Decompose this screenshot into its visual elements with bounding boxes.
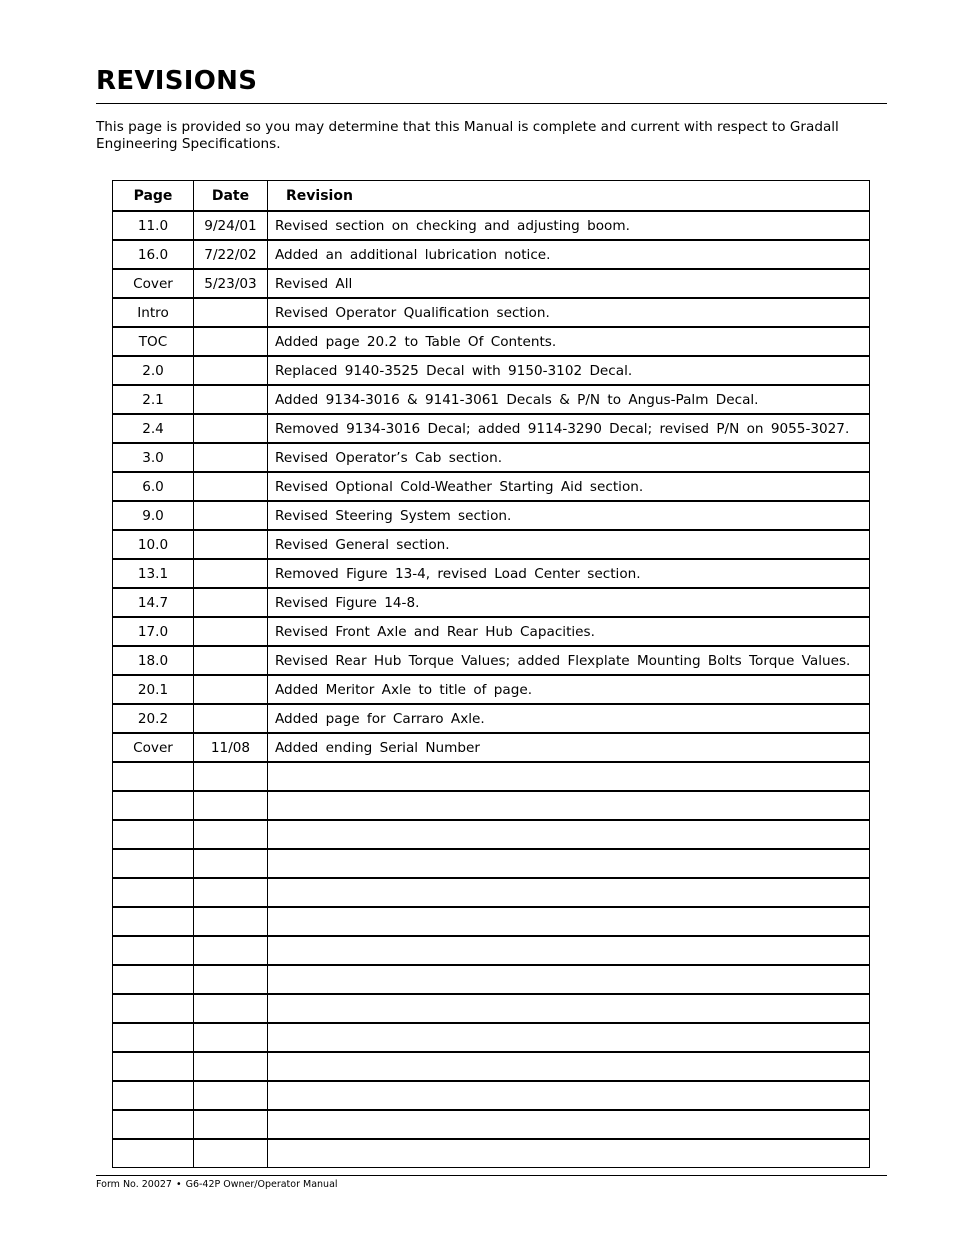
- cell-page: [113, 994, 194, 1023]
- cell-date: [194, 1081, 268, 1110]
- cell-revision: Replaced 9140-3525 Decal with 9150-3102 Decal.: [268, 356, 870, 385]
- table-row: [113, 675, 870, 704]
- cell-page: 17.0: [113, 617, 194, 646]
- cell-revision: Added page 20.2 to Table Of Contents.: [268, 327, 870, 356]
- cell-page: [113, 1110, 194, 1139]
- cell-page: [113, 1023, 194, 1052]
- cell-page: 13.1: [113, 559, 194, 588]
- footer-manual-name: G6-42P Owner/Operator Manual: [185, 1179, 338, 1190]
- footer-separator: •: [175, 1179, 182, 1190]
- cell-date: [194, 849, 268, 878]
- table-row: [113, 1110, 870, 1139]
- cell-revision: [268, 994, 870, 1023]
- cell-date: [194, 327, 268, 356]
- cell-date: [194, 530, 268, 559]
- table-row: [113, 936, 870, 965]
- cell-revision: [268, 1110, 870, 1139]
- cell-page: 6.0: [113, 472, 194, 501]
- cell-date: [194, 298, 268, 327]
- table-header-row: [113, 181, 870, 212]
- revisions-table-body: [113, 211, 870, 1168]
- cell-date: [194, 936, 268, 965]
- cell-page: 16.0: [113, 240, 194, 269]
- cell-date: 9/24/01: [194, 211, 268, 240]
- cell-page: Cover: [113, 733, 194, 762]
- cell-revision: Revised Operator Qualification section.: [268, 298, 870, 327]
- table-row: [113, 878, 870, 907]
- cell-revision: Revised All: [268, 269, 870, 298]
- intro-paragraph: This page is provided so you may determine that this Manual is complete and current with respect to Gradall Engineering Specifications.: [96, 119, 839, 152]
- column-header-page: Page: [113, 181, 194, 212]
- cell-page: [113, 1139, 194, 1168]
- cell-revision: [268, 878, 870, 907]
- cell-revision: [268, 791, 870, 820]
- revisions-table: [112, 180, 870, 1168]
- cell-date: [194, 704, 268, 733]
- cell-revision: Revised section on checking and adjusting boom.: [268, 211, 870, 240]
- cell-date: [194, 1110, 268, 1139]
- cell-revision: [268, 762, 870, 791]
- table-row: [113, 559, 870, 588]
- cell-page: Cover: [113, 269, 194, 298]
- cell-revision: Added 9134-3016 & 9141-3061 Decals & P/N to Angus-Palm Decal.: [268, 385, 870, 414]
- cell-date: [194, 472, 268, 501]
- cell-date: [194, 1023, 268, 1052]
- cell-page: 3.0: [113, 443, 194, 472]
- cell-page: [113, 907, 194, 936]
- cell-date: [194, 1052, 268, 1081]
- cell-date: [194, 1139, 268, 1168]
- table-row: [113, 791, 870, 820]
- cell-page: 11.0: [113, 211, 194, 240]
- cell-revision: [268, 965, 870, 994]
- footer-divider: [96, 1175, 887, 1176]
- cell-date: [194, 414, 268, 443]
- title-divider: [96, 103, 887, 104]
- table-row: [113, 269, 870, 298]
- cell-revision: Revised General section.: [268, 530, 870, 559]
- cell-revision: [268, 1139, 870, 1168]
- cell-revision: Added Meritor Axle to title of page.: [268, 675, 870, 704]
- table-row: [113, 617, 870, 646]
- cell-date: 7/22/02: [194, 240, 268, 269]
- table-row: [113, 530, 870, 559]
- table-row: [113, 385, 870, 414]
- table-row: [113, 211, 870, 240]
- table-row: [113, 588, 870, 617]
- cell-revision: [268, 936, 870, 965]
- cell-revision: [268, 1052, 870, 1081]
- cell-page: [113, 878, 194, 907]
- cell-page: [113, 762, 194, 791]
- table-row: [113, 1139, 870, 1168]
- cell-date: [194, 385, 268, 414]
- cell-date: [194, 675, 268, 704]
- cell-page: 14.7: [113, 588, 194, 617]
- table-row: [113, 327, 870, 356]
- cell-date: [194, 617, 268, 646]
- cell-revision: Removed Figure 13-4, revised Load Center section.: [268, 559, 870, 588]
- column-header-revision: Revision: [268, 181, 870, 212]
- cell-revision: Added ending Serial Number: [268, 733, 870, 762]
- cell-date: [194, 762, 268, 791]
- cell-date: [194, 646, 268, 675]
- table-row: [113, 907, 870, 936]
- cell-revision: Added page for Carraro Axle.: [268, 704, 870, 733]
- cell-page: 20.2: [113, 704, 194, 733]
- cell-page: [113, 1081, 194, 1110]
- cell-date: 5/23/03: [194, 269, 268, 298]
- cell-page: 9.0: [113, 501, 194, 530]
- cell-page: [113, 849, 194, 878]
- cell-date: [194, 791, 268, 820]
- cell-revision: Revised Steering System section.: [268, 501, 870, 530]
- table-row: [113, 820, 870, 849]
- table-row: [113, 849, 870, 878]
- cell-page: TOC: [113, 327, 194, 356]
- cell-page: 10.0: [113, 530, 194, 559]
- cell-revision: Revised Optional Cold-Weather Starting Aid section.: [268, 472, 870, 501]
- cell-page: [113, 965, 194, 994]
- cell-date: [194, 443, 268, 472]
- cell-page: Intro: [113, 298, 194, 327]
- cell-revision: [268, 1081, 870, 1110]
- cell-page: [113, 791, 194, 820]
- cell-date: [194, 820, 268, 849]
- table-row: [113, 646, 870, 675]
- column-header-date: Date: [194, 181, 268, 212]
- cell-page: 20.1: [113, 675, 194, 704]
- footer-form-number: Form No. 20027: [96, 1179, 172, 1190]
- table-row: [113, 472, 870, 501]
- table-row: [113, 414, 870, 443]
- cell-date: [194, 559, 268, 588]
- cell-revision: Added an additional lubrication notice.: [268, 240, 870, 269]
- table-row: [113, 1023, 870, 1052]
- cell-revision: [268, 849, 870, 878]
- cell-revision: Removed 9134-3016 Decal; added 9114-3290 Decal; revised P/N on 9055-3027.: [268, 414, 870, 443]
- table-row: [113, 965, 870, 994]
- cell-revision: Revised Front Axle and Rear Hub Capacities.: [268, 617, 870, 646]
- table-row: [113, 733, 870, 762]
- cell-date: 11/08: [194, 733, 268, 762]
- table-row: [113, 704, 870, 733]
- cell-revision: [268, 820, 870, 849]
- cell-date: [194, 501, 268, 530]
- cell-date: [194, 907, 268, 936]
- table-row: [113, 443, 870, 472]
- cell-revision: [268, 907, 870, 936]
- page-footer: [96, 1179, 338, 1190]
- cell-revision: [268, 1023, 870, 1052]
- cell-page: 2.4: [113, 414, 194, 443]
- cell-page: 2.1: [113, 385, 194, 414]
- table-row: [113, 501, 870, 530]
- cell-revision: Revised Operator’s Cab section.: [268, 443, 870, 472]
- table-row: [113, 1052, 870, 1081]
- cell-page: [113, 936, 194, 965]
- cell-page: [113, 820, 194, 849]
- table-row: [113, 994, 870, 1023]
- cell-date: [194, 965, 268, 994]
- table-row: [113, 298, 870, 327]
- cell-revision: Revised Figure 14-8.: [268, 588, 870, 617]
- table-row: [113, 240, 870, 269]
- table-row: [113, 356, 870, 385]
- cell-date: [194, 588, 268, 617]
- page-title: REVISIONS: [96, 66, 258, 96]
- table-row: [113, 762, 870, 791]
- table-row: [113, 1081, 870, 1110]
- cell-date: [194, 878, 268, 907]
- cell-date: [194, 994, 268, 1023]
- cell-revision: Revised Rear Hub Torque Values; added Flexplate Mounting Bolts Torque Values.: [268, 646, 870, 675]
- cell-page: 18.0: [113, 646, 194, 675]
- cell-page: 2.0: [113, 356, 194, 385]
- cell-date: [194, 356, 268, 385]
- cell-page: [113, 1052, 194, 1081]
